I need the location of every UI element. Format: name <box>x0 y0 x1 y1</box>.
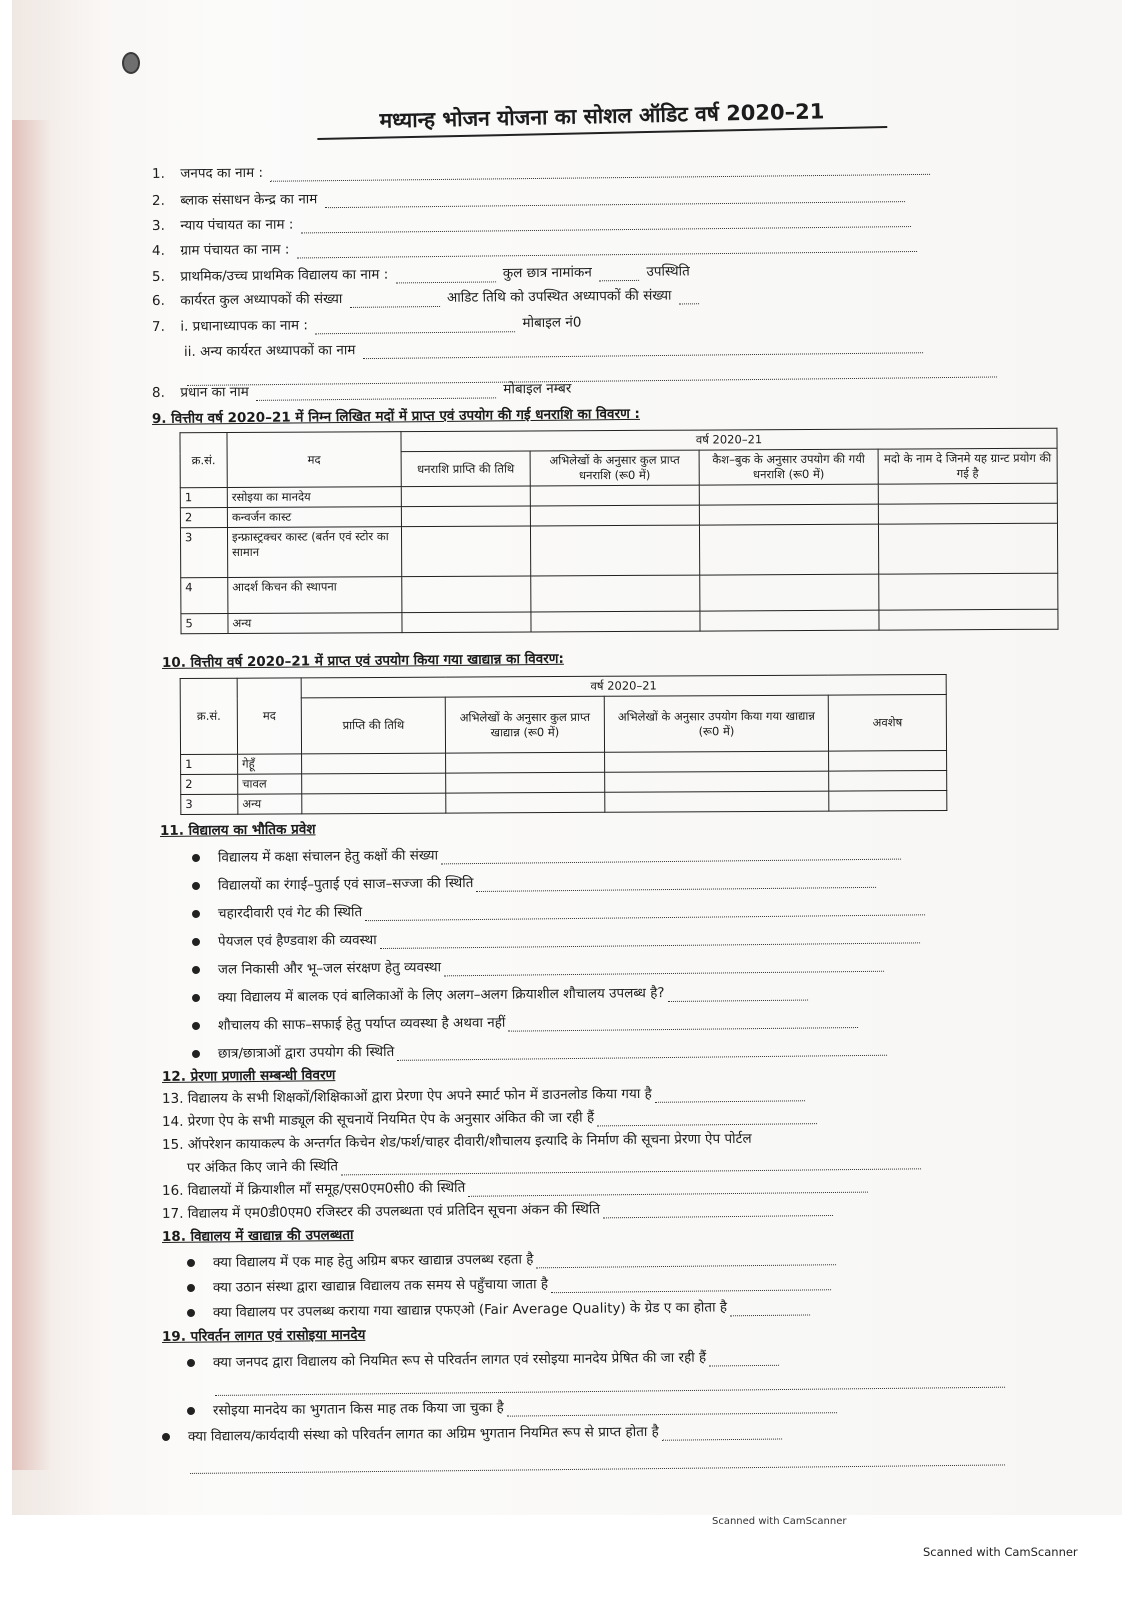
table-row <box>180 523 1057 578</box>
fund-year-header: वर्ष 2020–21 <box>401 428 1057 451</box>
fund-col-item: मद <box>227 432 401 488</box>
grain-col-received: अभिलेखों के अनुसार कुल प्राप्त खाद्यान्न (रू0 में) <box>445 696 604 753</box>
question-15: 15. ऑपरेशन कायाकल्प के अन्तर्गत किचेन शेड/फर्श/चाहर दीवारी/शौचालय इत्यादि के निर्माण की सूचना प्रेरणा ऐप पोर्टल <box>161 1130 752 1153</box>
bullet-icon <box>192 1022 200 1030</box>
row-sno: 2 <box>181 774 238 794</box>
question-14: 14. प्रेरणा ऐप के सभी माड्यूल की सूचनायें नियमित ऐप के अनुसार अंकित की जा रही हैं <box>162 1106 820 1131</box>
fund-col-used: कैश–बुक के अनुसार उपयोग की गयी धनराशि (रू0 में) <box>699 449 878 485</box>
field-other-teachers <box>184 335 926 361</box>
row-item: गेहूँ <box>238 754 302 774</box>
field-enrollment-blank[interactable] <box>599 268 639 281</box>
section10-heading: 10. वित्तीय वर्ष 2020–21 में प्राप्त एवं उपयोग किया गया खाद्यान्न का विवरण: <box>161 650 564 671</box>
field-other-teachers-label: ii. अन्य कार्यरत अध्यापकों का नाम <box>183 342 356 360</box>
table-row <box>181 790 947 814</box>
field-gram-panchayat-blank[interactable] <box>297 239 917 258</box>
section9-heading: 9. वित्तीय वर्ष 2020–21 में निम्न लिखित मदों में प्राप्त एवं उपयोग की गई धनराशि का विवरण : <box>151 405 640 427</box>
bullet-icon <box>192 910 200 918</box>
field-headmaster: 7. i. प्रधानाध्यापक का नाम : मोबाइल नं0 <box>151 314 582 335</box>
field-nyay-panchayat-blank[interactable] <box>301 214 911 233</box>
page-title: मध्यान्ह भोजन योजना का सोशल ऑडिट वर्ष 2020–21 <box>317 96 888 140</box>
row-sno: 4 <box>181 578 228 614</box>
fund-col-received: अभिलेखों के अनुसार कुल प्राप्त धनराशि (रू0 में) <box>530 450 699 486</box>
list-item: क्या जनपद द्वारा विद्यालय को नियमित रूप से परिवर्तन लागत एवं रसोइया मानदेय प्रेषित की जा रही हैं <box>187 1348 782 1372</box>
section19-heading: 19. परिवर्तन लागत एवं रासोइया मानदेय <box>161 1326 366 1345</box>
question-15-cont: पर अंकित किए जाने की स्थिति <box>187 1151 924 1177</box>
row-sno: 1 <box>181 754 238 774</box>
field-block-label: ब्लाक संसाधन केन्द्र का नाम <box>180 191 318 209</box>
bullet-icon <box>192 854 200 862</box>
row-sno: 3 <box>180 528 227 578</box>
field-enrollment-label: कुल छात्र नामांकन <box>502 264 592 282</box>
field-block: 2. ब्लाक संसाधन केन्द्र का नाम <box>152 184 908 210</box>
field-district: 1. जनपद का नाम : <box>152 157 933 183</box>
row-item: रसोइया का मानदेय <box>227 487 401 508</box>
bullet-icon <box>162 1433 170 1441</box>
grain-col-sno: क्र.सं. <box>180 678 237 754</box>
list-item: क्या उठान संस्था द्वारा खाद्यान्न विद्यालय तक समय से पहुँचाया जाता है <box>187 1272 834 1297</box>
scan-watermark-outer: Scanned with CamScanner <box>923 1545 1078 1559</box>
field-attendance-label: उपस्थिति <box>646 263 690 280</box>
field-headmaster-mobile-label: मोबाइल नं0 <box>522 314 582 332</box>
fund-table <box>179 428 1058 635</box>
bullet-icon <box>192 966 200 974</box>
page-edge-shadow <box>12 120 52 1470</box>
row-item: अन्य <box>238 794 302 814</box>
row-sno: 3 <box>181 794 238 814</box>
field-gram-panchayat: 4. ग्राम पंचायत का नाम : <box>152 234 920 260</box>
blank-line <box>187 1447 1008 1474</box>
list-item: विद्यालयों का रंगाई–पुताई एवं साज–सज्जा की स्थिति <box>192 870 880 895</box>
bullet-icon <box>187 1259 195 1267</box>
bullet-icon <box>192 1050 200 1058</box>
field-headmaster-blank[interactable] <box>315 319 515 334</box>
grain-col-used: अभिलेखों के अनुसार उपयोग किया गया खाद्यान्न (रू0 में) <box>604 695 828 752</box>
field-gram-panchayat-label: ग्राम पंचायत का नाम : <box>180 241 290 259</box>
table-row <box>181 573 1058 614</box>
section12-heading: 12. प्रेरणा प्रणाली सम्बन्धी विवरण <box>161 1067 336 1085</box>
bullet-icon <box>187 1407 195 1415</box>
list-item: विद्यालय में कक्षा संचालन हेतु कक्षों की संख्या <box>192 842 904 867</box>
field-teacher-count: 6. कार्यरत कुल अध्यापकों की संख्या आडिट तिथि को उपस्थित अध्यापकों की संख्या <box>152 286 702 310</box>
grain-col-item: मद <box>237 678 301 754</box>
bullet-icon <box>187 1359 195 1367</box>
row-item: इन्फ्रास्ट्रक्चर कास्ट (बर्तन एवं स्टोर का सामान <box>227 527 401 578</box>
section11-heading: 11. विद्यालय का भौतिक प्रवेश <box>159 821 316 839</box>
row-sno: 5 <box>181 614 228 634</box>
list-item: छात्र/छात्राओं द्वारा उपयोग की स्थिति <box>192 1038 890 1063</box>
row-sno: 2 <box>180 508 227 528</box>
field-pradhan-mobile-label: मोबाइल नम्बर <box>503 380 572 398</box>
bullet-icon <box>192 882 200 890</box>
grain-col-balance: अवशेष <box>828 694 946 751</box>
scanned-page <box>12 0 1122 1515</box>
field-pradhan-blank[interactable] <box>256 385 496 401</box>
list-item: पेयजल एवं हैण्डवाश की व्यवस्था <box>192 925 923 951</box>
list-item: चहारदीवारी एवं गेट की स्थिति <box>192 897 928 923</box>
grain-col-date: प्राप्ति की तिथि <box>301 697 445 754</box>
field-pradhan: 8. प्रधान का नाम मोबाइल नम्बर <box>151 380 572 401</box>
blank-line <box>212 1370 1008 1396</box>
field-school-name-blank[interactable] <box>396 269 496 283</box>
question-13: 13. विद्यालय के सभी शिक्षकों/शिक्षिकाओं द्वारा प्रेरणा ऐप अपने स्मार्ट फोन में डाउनलोड किया गया है <box>162 1083 808 1108</box>
table-row <box>181 609 1058 634</box>
bullet-icon <box>187 1284 195 1292</box>
bullet-icon <box>192 994 200 1002</box>
list-item: क्या विद्यालय में एक माह हेतु अग्रिम बफर खाद्यान्न उपलब्ध रहता है <box>187 1247 840 1272</box>
row-item: अन्य <box>228 613 402 634</box>
field-present-teachers-label: आडिट तिथि को उपस्थित अध्यापकों की संख्या <box>446 287 672 306</box>
grain-year-header: वर्ष 2020–21 <box>301 674 946 697</box>
field-district-blank[interactable] <box>270 162 930 182</box>
row-item: चावल <box>238 774 302 794</box>
bullet-icon <box>192 938 200 946</box>
row-sno: 1 <box>180 488 227 508</box>
section18-heading: 18. विद्यालय में खाद्यान्न की उपलब्धता <box>161 1226 354 1245</box>
field-present-teachers-blank[interactable] <box>679 291 699 304</box>
grain-table <box>180 674 948 815</box>
fund-col-purpose: मदो के नाम दे जिनमे यह ग्रान्ट प्रयोग की गई है <box>878 448 1057 484</box>
field-nyay-panchayat: 3. न्याय पंचायत का नाम : <box>152 209 914 235</box>
scan-watermark-inner: Scanned with CamScanner <box>712 1516 847 1527</box>
list-item: रसोइया मानदेय का भुगतान किस माह तक किया जा चुका है <box>187 1395 840 1420</box>
question-16: 16. विद्यालयों में क्रियाशील माँ समूह/एस0एम0सी0 की स्थिति <box>162 1175 871 1200</box>
field-pradhan-label: प्रधान का नाम <box>180 383 249 401</box>
field-district-label: जनपद का नाम : <box>180 164 264 182</box>
punch-hole <box>122 52 140 74</box>
field-block-blank[interactable] <box>325 189 905 208</box>
field-other-teachers-blank[interactable] <box>363 340 923 359</box>
bullet-icon <box>187 1309 195 1317</box>
list-item: क्या विद्यालय/कार्यदायी संस्था को परिवर्तन लागत का अग्रिम भुगतान नियमित रूप से प्राप्त होता है <box>162 1421 785 1446</box>
field-nyay-panchayat-label: न्याय पंचायत का नाम : <box>180 216 294 234</box>
field-school-name: 5. प्राथमिक/उच्च प्राथमिक विद्यालय का नाम : कुल छात्र नामांकन उपस्थिति <box>151 263 690 285</box>
question-17: 17. विद्यालय में एम0डी0एम0 रजिस्टर की उपलब्धता एवं प्रतिदिन सूचना अंकन की स्थिति <box>162 1198 836 1223</box>
row-item: कन्वर्जन कास्ट <box>227 507 401 528</box>
fund-col-sno: क्र.सं. <box>180 433 227 488</box>
field-teacher-count-label: कार्यरत कुल अध्यापकों की संख्या <box>180 291 343 309</box>
list-item: जल निकासी और भू–जल संरक्षण हेतु व्यवस्था <box>192 954 887 979</box>
field-school-name-label: प्राथमिक/उच्च प्राथमिक विद्यालय का नाम : <box>180 266 389 285</box>
row-item: आदर्श किचन की स्थापना <box>228 577 402 614</box>
list-item: शौचालय की साफ–सफाई हेतु पर्याप्त व्यवस्था है अथवा नहीं <box>192 1010 862 1035</box>
field-headmaster-label: i. प्रधानाध्यापक का नाम : <box>180 317 308 335</box>
fund-col-date: धनराशि प्राप्ति की तिथि <box>401 451 530 487</box>
list-item: क्या विद्यालय में बालक एवं बालिकाओं के लिए अलग–अलग क्रियाशील शौचालय उपलब्ध है? <box>192 983 811 1007</box>
list-item: क्या विद्यालय पर उपलब्ध कराया गया खाद्यान्न एफएओ (Fair Average Quality) के ग्रेड ए का होता है <box>187 1297 813 1322</box>
field-teacher-count-blank[interactable] <box>350 294 440 308</box>
